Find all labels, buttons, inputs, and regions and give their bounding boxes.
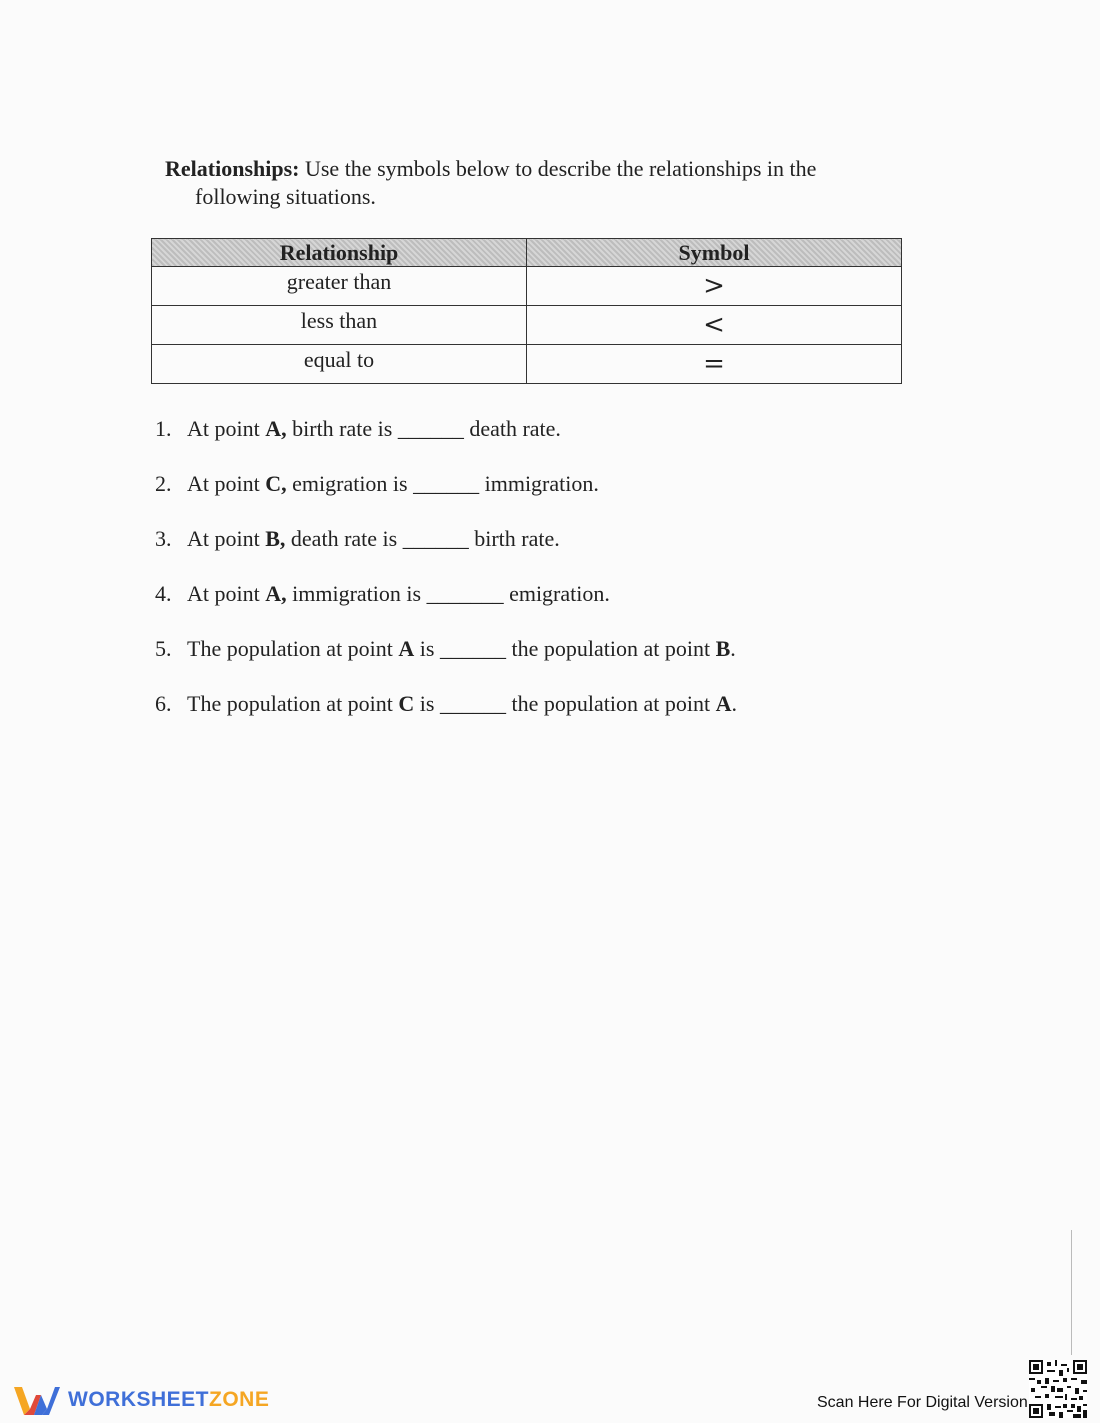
instructions-line-1: Use the symbols below to describe the relationships in the (299, 156, 817, 181)
worksheetzone-w-icon (14, 1385, 60, 1415)
instructions (165, 155, 925, 211)
table-row (152, 306, 902, 345)
symbol-cell: < (527, 306, 902, 345)
relationship-cell: equal to (152, 345, 527, 384)
header-relationship: Relationship (152, 239, 527, 267)
instructions-label: Relationships: (165, 156, 300, 181)
worksheetzone-logo[interactable] (14, 1383, 269, 1417)
relationship-cell: less than (152, 306, 527, 345)
question-item: 6. The population at point C is ______ the population at point A. (155, 691, 737, 716)
instructions-line-2: following situations. (195, 184, 376, 209)
qr-code-icon[interactable] (1029, 1360, 1087, 1418)
question-item: 3. At point B, death rate is ______ birth rate. (155, 526, 560, 551)
question-item: 5. The population at point A is ______ the population at point B. (155, 636, 736, 661)
brand-worksheet: WORKSHEET (68, 1388, 209, 1411)
header-symbol: Symbol (527, 239, 902, 267)
question-item: 1. At point A, birth rate is ______ death rate. (155, 416, 561, 441)
table-row (152, 345, 902, 384)
table-row (152, 267, 902, 306)
symbol-cell: > (527, 267, 902, 306)
relationship-cell: greater than (152, 267, 527, 306)
question-item: 2. At point C, emigration is ______ immigration. (155, 471, 599, 496)
table-header-row (152, 239, 902, 267)
relationship-table (151, 238, 902, 384)
symbol-cell: = (527, 345, 902, 384)
page-edge-line (1071, 1230, 1072, 1355)
question-list (155, 413, 737, 743)
question-item: 4. At point A, immigration is _______ emigration. (155, 581, 610, 606)
brand-zone: ZONE (209, 1388, 270, 1411)
scan-text: Scan Here For Digital Version (817, 1394, 1028, 1411)
